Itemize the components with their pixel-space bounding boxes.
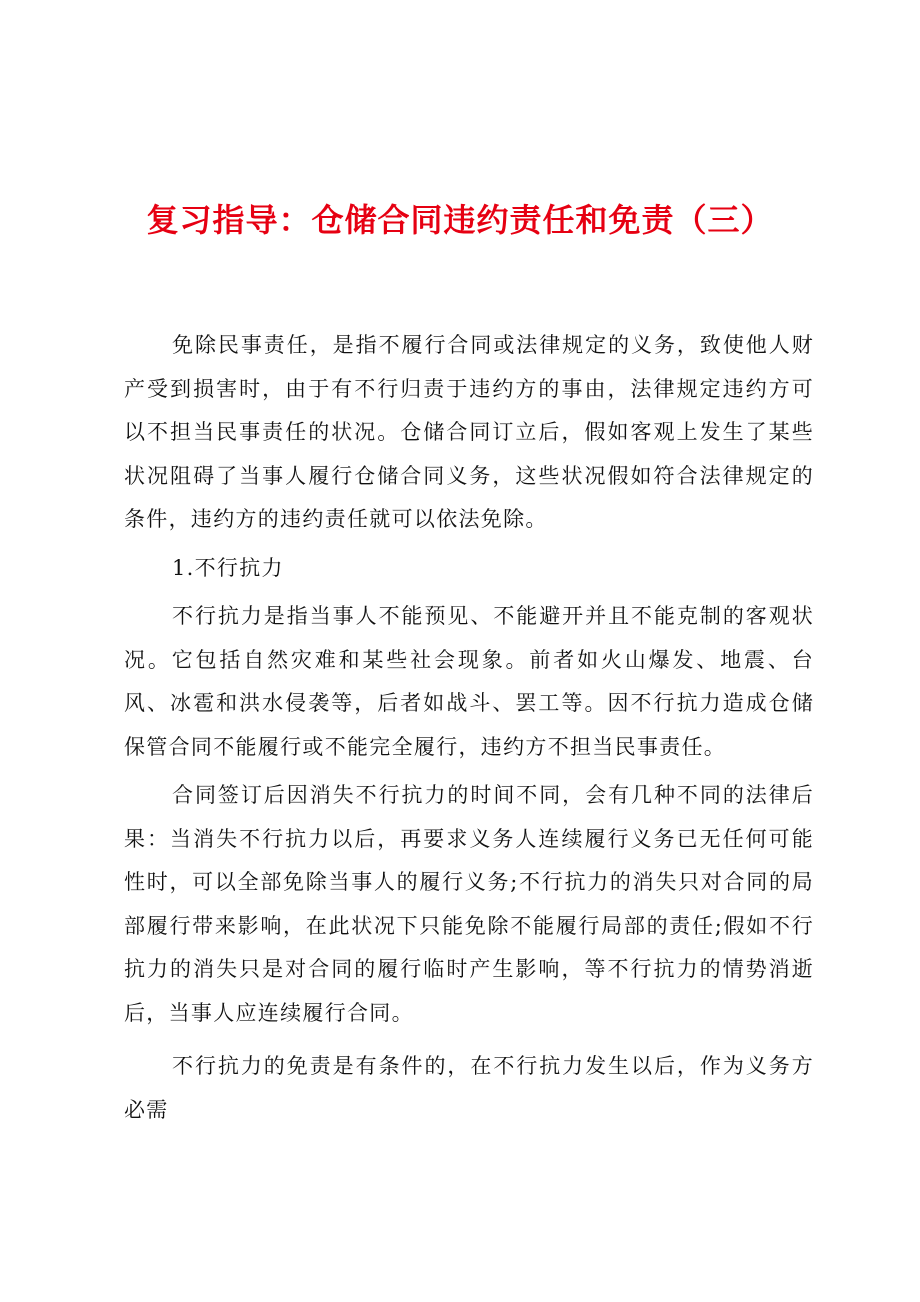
paragraph-force-majeure-definition: 不行抗力是指当事人不能预见、不能避开并且不能克制的客观状况。它包括自然灾难和某些社会现象。前者如火山爆发、地震、台风、冰雹和洪水侵袭等，后者如战斗、罢工等。因不行抗力造成仓储保管合同不能履行或不能完全履行，违约方不担当民事责任。: [124, 604, 814, 759]
section-heading-force-majeure: 1.不行抗力: [172, 555, 284, 580]
document-title: 复习指导：仓储合同违约责任和免责（三）: [146, 201, 774, 239]
paragraph-exemption-definition: 免除民事责任，是指不履行合同或法律规定的义务，致使他人财产受到损害时，由于有不行归责于违约方的事由，法律规定违约方可以不担当民事责任的状况。仓储合同订立后，假如客观上发生了某些状况阻碍了当事人履行仓储合同义务，这些状况假如符合法律规定的条件，违约方的违约责任就可以依法免除。: [124, 333, 814, 531]
paragraph-exemption-conditions: 不行抗力的免责是有条件的，在不行抗力发生以后，作为义务方必需: [124, 1054, 814, 1122]
paragraph-legal-consequences: 合同签订后因消失不行抗力的时间不同，会有几种不同的法律后果：当消失不行抗力以后，再要求义务人连续履行义务已无任何可能性时，可以全部免除当事人的履行义务;不行抗力的消失只对合同的局部履行带来影响，在此状况下只能免除不能履行局部的责任;假如不行抗力的消失只是对合同的履行临时产生影响，等不行抗力的情势消逝后，当事人应连续履行合同。: [124, 783, 814, 1025]
document-body: [124, 324, 814, 1132]
